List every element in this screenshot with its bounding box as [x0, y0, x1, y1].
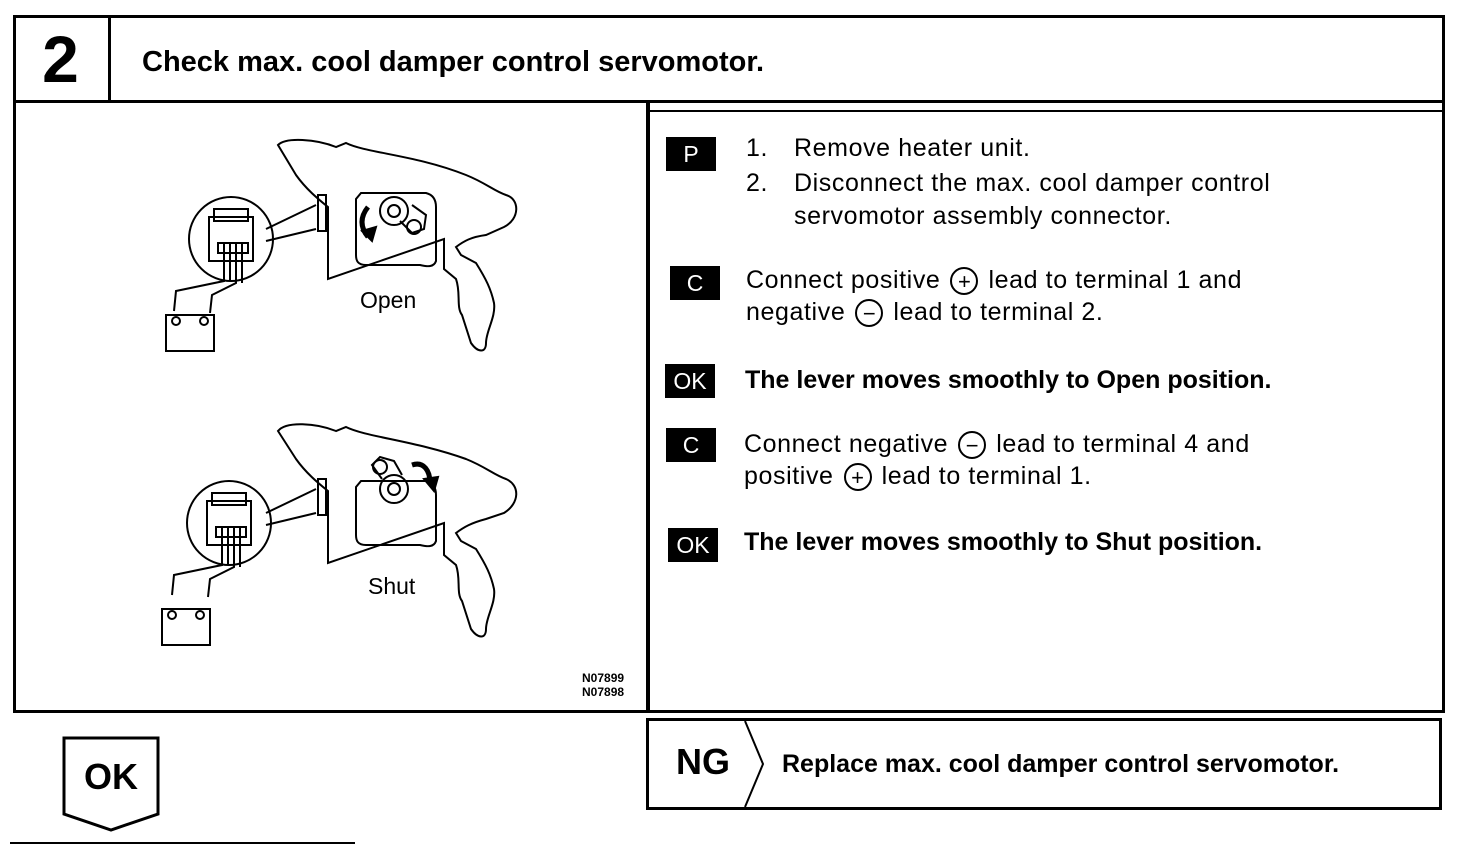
callout-line-open — [266, 205, 316, 229]
check-2-line-1 — [744, 428, 1250, 461]
prep-step-2-number: 2. — [746, 169, 769, 197]
ok-2-text: The lever moves smoothly to Shut position. — [744, 528, 1263, 556]
prep-badge: P — [666, 137, 716, 171]
step-number: 2 — [42, 22, 79, 96]
check-2-line-2 — [744, 460, 1092, 493]
check-1-text-c: negative — [746, 298, 846, 326]
prep-step-1-text: Remove heater unit. — [794, 134, 1031, 162]
callout-line-shut — [266, 489, 316, 513]
prep-step-1 — [746, 132, 1031, 165]
positive-symbol: + — [950, 267, 978, 295]
bottom-rule — [10, 842, 355, 844]
prep-step-2 — [746, 167, 1270, 200]
battery-open — [166, 315, 214, 351]
check-1-text-d: lead to terminal 2. — [893, 298, 1104, 326]
heater-housing-open — [278, 140, 516, 351]
check-1-text-b: lead to terminal 1 and — [988, 266, 1243, 294]
check-1-line-1 — [746, 264, 1242, 297]
ok-1-badge: OK — [665, 364, 715, 398]
negative-symbol: − — [855, 299, 883, 327]
lever-pivot-shut — [380, 475, 408, 503]
ok-result-label: OK — [84, 756, 138, 797]
prep-step-1-number: 1. — [746, 134, 769, 162]
check-2-text-d: lead to terminal 1. — [881, 462, 1092, 490]
check-2-text-b: lead to terminal 4 and — [996, 430, 1250, 458]
battery-shut — [162, 609, 210, 645]
damper-window-shut — [356, 481, 436, 546]
ng-divider-chevron — [741, 721, 771, 807]
ng-action-text: Replace max. cool damper control servomotor. — [782, 750, 1340, 778]
figure-code-1: N07899 — [582, 671, 625, 685]
page-title: Check max. cool damper control servomotor. — [142, 46, 765, 78]
negative-symbol: − — [958, 431, 986, 459]
prep-step-2-line-1: Disconnect the max. cool damper control — [794, 169, 1271, 197]
step-number-box — [13, 15, 111, 103]
positive-symbol: + — [844, 463, 872, 491]
prep-step-2-line-2: servomotor assembly connector. — [794, 202, 1172, 230]
heater-housing-shut — [278, 424, 516, 636]
figure-code-2: N07898 — [582, 685, 625, 699]
ok-1-text: The lever moves smoothly to Open position. — [745, 366, 1272, 394]
check-2-badge: C — [666, 428, 716, 462]
check-2-text-c: positive — [744, 462, 834, 490]
illustration-panel — [16, 103, 646, 710]
check-2-text-a: Connect negative — [744, 430, 949, 458]
check-1-text-a: Connect positive — [746, 266, 941, 294]
servomotor-diagram — [16, 103, 646, 710]
figure-codes — [582, 671, 624, 699]
ok-2-badge: OK — [668, 528, 718, 562]
open-caption: Open — [360, 287, 417, 313]
column-divider — [646, 103, 650, 713]
right-panel-top-rule — [650, 110, 1445, 112]
check-1-badge: C — [670, 266, 720, 300]
shut-caption: Shut — [368, 573, 416, 599]
check-1-line-2 — [746, 296, 1103, 329]
ng-result-label: NG — [676, 741, 730, 782]
lever-pivot-open — [380, 197, 408, 225]
